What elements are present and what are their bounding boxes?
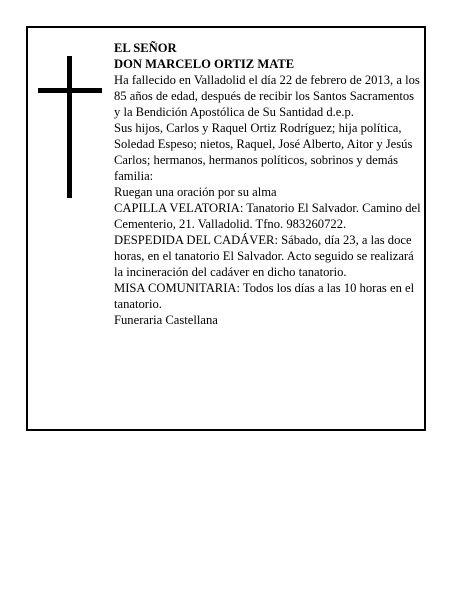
prayer-request: Ruegan una oración por su alma xyxy=(114,185,277,199)
death-announcement: Ha fallecido en Valladolid el día 22 de febrero de 2013, a los 85 años de edad, después de recibir los Santos Sacramentos y la Bendición Apostólica de Su Santidad d.e.p. xyxy=(114,73,420,119)
cross-vertical-bar xyxy=(67,56,72,198)
cross-horizontal-bar xyxy=(38,88,102,93)
deceased-name: DON MARCELO ORTIZ MATE xyxy=(114,57,295,71)
wake-chapel-info: CAPILLA VELATORIA: Tanatorio El Salvador. Camino del Cementerio, 21. Valladolid. Tfno. 983260722. xyxy=(114,201,421,231)
cross-icon xyxy=(38,56,102,198)
notice-text xyxy=(114,40,422,328)
obituary-notice xyxy=(26,26,426,431)
funeral-home: Funeraria Castellana xyxy=(114,313,218,327)
mass-info: MISA COMUNITARIA: Todos los días a las 10 horas en el tanatorio. xyxy=(114,281,415,311)
farewell-info: DESPEDIDA DEL CADÁVER: Sábado, día 23, a las doce horas, en el tanatorio El Salvador. Acto seguido se realizará la incineración del cadáver en dicho tanatorio. xyxy=(114,233,414,279)
notice-title: EL SEÑOR xyxy=(114,41,177,55)
family-list: Sus hijos, Carlos y Raquel Ortiz Rodríguez; hija política, Soledad Espeso; nietos, Raquel, José Alberto, Aitor y Jesús Carlos; hermanos, hermanos políticos, sobrinos y demás familia: xyxy=(114,121,413,183)
